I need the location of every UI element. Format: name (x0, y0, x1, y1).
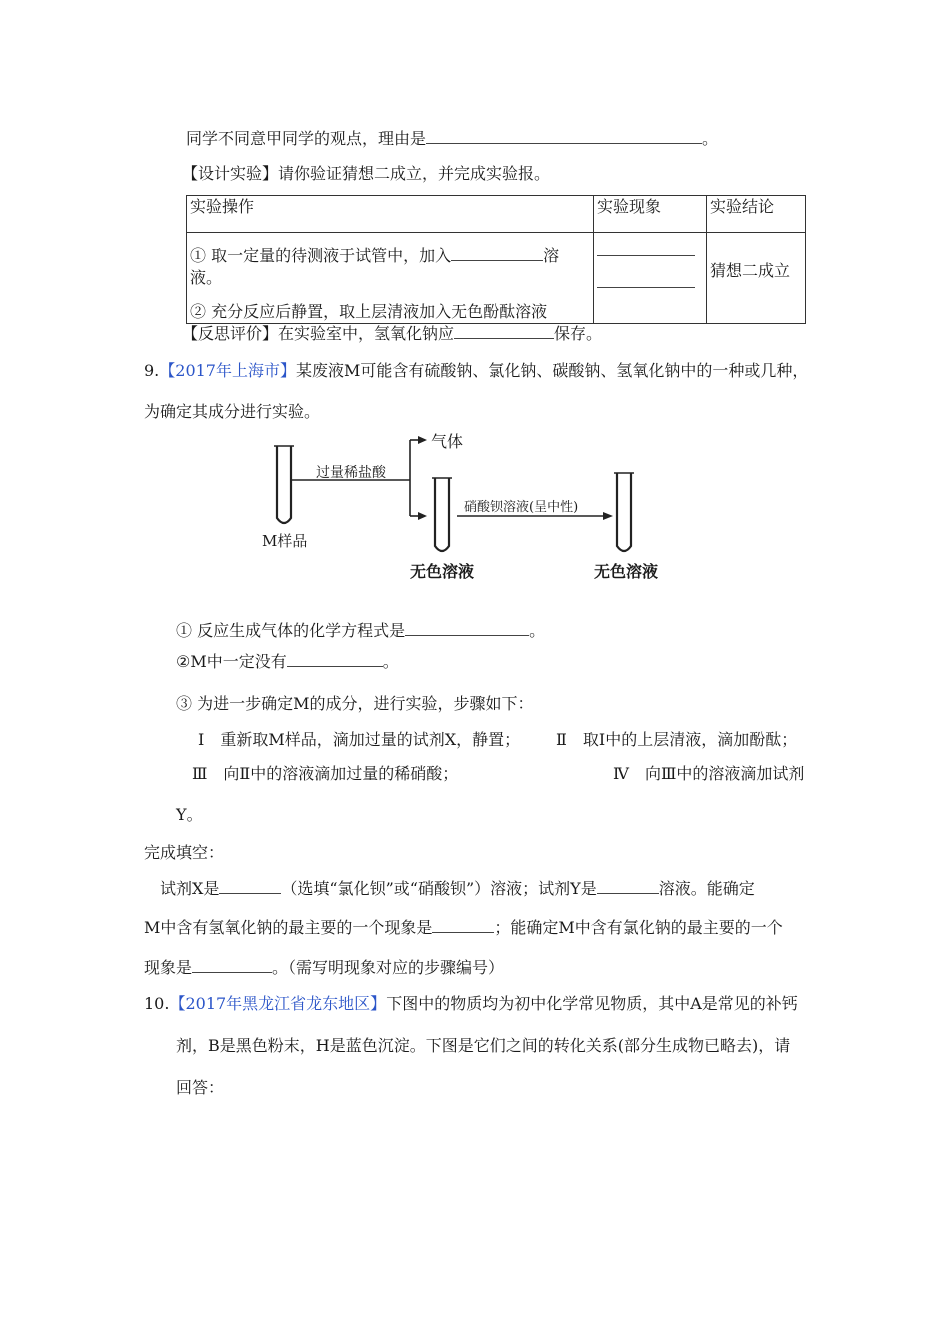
header-conclusion: 实验结论 (707, 196, 806, 233)
step-I: Ⅰ 重新取M样品，滴加过量的试剂X，静置； (198, 730, 521, 749)
phenomenon-cell (594, 233, 707, 324)
operation-cell (187, 233, 594, 324)
q10-source: 【2017年黑龙江省龙东地区】 (169, 994, 387, 1013)
fill-title: 完成填空： (144, 843, 225, 862)
q10-line-1: 10.【2017年黑龙江省龙东地区】下图中的物质均为初中化学常见物质，其中A是常见的补钙 (144, 994, 798, 1013)
reagent-y-blank[interactable] (597, 892, 659, 894)
label-solution-1: 无色溶液 (410, 562, 475, 581)
q9-number: 9. (144, 361, 160, 380)
label-gas: 气体 (431, 432, 464, 451)
label-sample: M样品 (262, 532, 308, 550)
conclusion-cell: 猜想二成立 (707, 233, 806, 324)
header-phenomenon: 实验现象 (594, 196, 707, 233)
step-III: Ⅲ 向Ⅱ中的溶液滴加过量的稀硝酸； (192, 764, 459, 783)
reason-text: 同学不同意甲同学的观点，理由是 (186, 129, 427, 148)
q10-number: 10. (144, 994, 170, 1013)
step-IV-cont: Y。 (176, 805, 203, 824)
step-II: Ⅱ 取Ⅰ中的上层清液，滴加酚酞； (556, 730, 798, 749)
design-title: 【设计实验】请你验证猜想二成立，并完成实验报。 (182, 164, 551, 183)
q9-sub-1: ① 反应生成气体的化学方程式是 。 (176, 621, 546, 640)
reason-blank[interactable] (426, 142, 702, 144)
header-operation: 实验操作 (187, 196, 594, 233)
label-reagent-hcl: 过量稀盐酸 (316, 465, 386, 481)
storage-blank[interactable] (454, 337, 554, 339)
label-reagent-barium-nitrate: 硝酸钡溶液(呈中性) (464, 500, 579, 515)
fill-line-1: 试剂X是 （选填“氯化钡”或“硝酸钡”）溶液；试剂Y是 溶液。能确定 (160, 879, 755, 898)
reagent-x-blank[interactable] (219, 892, 281, 894)
test-tube-solution-1 (435, 478, 449, 551)
operation-step-2: ② 充分反应后静置，取上层清液加入无色酚酞溶液 (190, 302, 548, 321)
phenomenon-blank-2[interactable] (597, 286, 695, 288)
fill-line-3: 现象是 。（需写明现象对应的步骤编号） (144, 958, 505, 977)
test-tube-solution-2 (617, 473, 631, 551)
reagent-blank[interactable] (451, 259, 543, 261)
equation-blank[interactable] (405, 634, 529, 636)
phenomenon-blank-1[interactable] (597, 254, 695, 256)
naoh-phenomenon-blank[interactable] (432, 931, 494, 933)
step-IV: Ⅳ 向Ⅲ中的溶液滴加试剂 (613, 764, 805, 783)
reflection-line: 【反思评价】在实验室中，氢氧化钠应 保存。 (182, 324, 603, 343)
fill-line-2: M中含有氢氧化钠的最主要的一个现象是 ；能确定M中含有氯化钠的最主要的一个 (144, 918, 783, 937)
nacl-phenomenon-blank[interactable] (192, 971, 272, 973)
q9-line-1: 9.【2017年上海市】某废液M可能含有硫酸钠、氯化钠、碳酸钠、氢氧化钠中的一种或几种， (144, 361, 809, 380)
label-solution-2: 无色溶液 (594, 562, 659, 581)
q9-sub-3: ③ 为进一步确定M的成分，进行实验，步骤如下： (176, 694, 534, 713)
q10-line-2: 剂，B是黑色粉末，H是蓝色沉淀。下图是它们之间的转化关系(部分生成物已略去)，请 (176, 1036, 791, 1055)
q10-line-3: 回答： (176, 1078, 225, 1097)
experiment-report-table (186, 195, 806, 324)
reason-line: 同学不同意甲同学的观点，理由是 。 (186, 129, 719, 148)
absent-blank[interactable] (287, 665, 383, 667)
q9-sub-2: ②M中一定没有 。 (176, 652, 399, 671)
operation-step-1: ① 取一定量的待测液于试管中，加入 溶液。 (190, 246, 560, 287)
q9-source: 【2017年上海市】 (159, 361, 296, 380)
q9-line-2: 为确定其成分进行实验。 (144, 402, 321, 421)
test-tube-sample (277, 446, 291, 523)
